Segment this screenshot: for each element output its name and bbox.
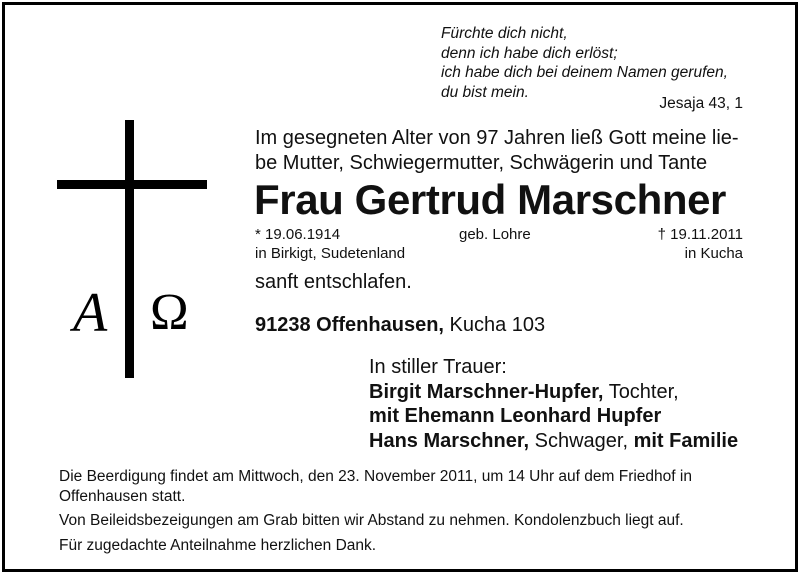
birth-info [255,225,405,263]
birth-date: * 19.06.1914 [255,226,341,243]
mourner-family: mit Familie [633,429,739,452]
maiden-name: geb. Lohre [459,226,531,243]
mourner-line [369,429,738,454]
address-city: 91238 Offenhausen, [255,314,444,336]
condolence-note: Von Beileidsbezeigungen am Grab bitten wir Abstand zu nehmen. Kondolenzbuch liegt auf. [59,512,684,529]
bible-verse [441,24,728,102]
mourners-heading: In stiller Trauer: [369,356,507,378]
death-place: in Kucha [684,245,743,262]
cross-icon [55,118,225,380]
address-street: Kucha 103 [449,314,546,336]
address [255,314,545,337]
intro-line: be Mutter, Schwiegermutter, Schwägerin und Tante [255,151,708,174]
mourner-line [369,380,738,405]
verse-line: du bist mein. [441,83,529,101]
death-date: † 19.11.2011 [657,226,743,243]
mourners-block [369,355,738,453]
deceased-name: Frau Gertrud Marschner [254,176,726,223]
footer-notes [59,467,749,560]
birth-place: in Birkigt, Sudetenland [255,245,406,262]
mourner-role: Schwager, [534,429,629,452]
verse-reference: Jesaja 43, 1 [659,95,743,112]
alpha-symbol: A [73,282,108,344]
intro-text [255,126,739,175]
intro-line: Im gesegneten Alter von 97 Jahren ließ Gott meine lie- [255,127,739,149]
mourner-name: mit Ehemann Leonhard Hupfer [369,405,662,427]
verse-line: ich habe dich bei deinem Namen gerufen, [441,64,728,81]
verse-line: denn ich habe dich erlöst; [441,44,618,62]
death-info [658,225,743,263]
funeral-note: Die Beerdigung findet am Mittwoch, den 23. November 2011, um 14 Uhr auf dem Friedhof in Offenhausen statt. [59,468,692,505]
omega-symbol: Ω [150,284,189,341]
mourner-name: Hans Marschner, [369,429,530,452]
mourner-line [369,404,738,429]
thanks-note: Für zugedachte Anteilnahme herzlichen Dank. [59,536,377,554]
verse-line: Fürchte dich nicht, [441,25,568,42]
passed-text: sanft entschlafen. [255,271,412,293]
mourner-role: Tochter, [608,380,679,403]
mourner-name: Birgit Marschner-Hupfer, [369,380,604,403]
